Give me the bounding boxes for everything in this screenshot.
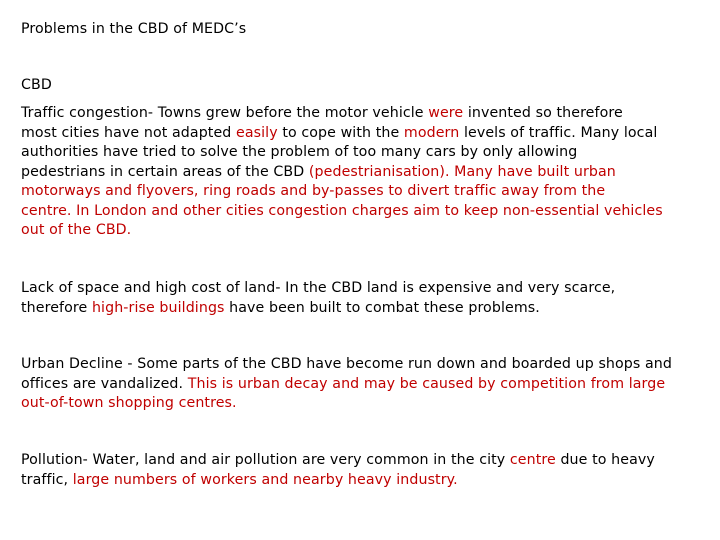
paragraph-1-line-5 [21, 182, 605, 202]
body-text: have been built to combat these problems. [224, 299, 540, 316]
highlighted-text: out of the CBD. [21, 222, 132, 238]
body-text: Urban Decline - Some parts of the CBD have become run down and boarded up shops and [21, 356, 673, 372]
body-text: traffic, [21, 471, 73, 488]
highlighted-text: motorways and flyovers, ring roads and by-passes to divert traffic away from the [21, 183, 606, 199]
paragraph-3-line-2 [21, 375, 665, 395]
body-text: due to heavy [555, 452, 655, 468]
paragraph-1-line-6 [21, 202, 663, 222]
body-text: Traffic congestion- Towns grew before the motor vehicle [21, 105, 429, 121]
highlighted-text: centre [509, 452, 556, 468]
body-text: most cities have not adapted [21, 124, 237, 141]
paragraph-4-line-2 [21, 471, 458, 491]
document-title: Problems in the CBD of MEDC’s [21, 21, 247, 37]
paragraph-2-line-2 [21, 299, 540, 319]
paragraph-1-line-7 [21, 221, 131, 241]
paragraph-1-line-4 [21, 163, 616, 183]
body-text: therefore [21, 299, 92, 316]
paragraph-3-line-3 [21, 394, 237, 414]
paragraph-1-line-3 [21, 143, 577, 163]
paragraph-2-line-1 [21, 279, 615, 299]
section-heading: CBD [21, 77, 52, 93]
paragraph-1-line-1 [21, 104, 623, 124]
highlighted-text: out-of-town shopping centres. [21, 395, 237, 411]
paragraph-4-line-1 [21, 451, 655, 471]
body-text: to cope with the [277, 124, 404, 141]
paragraph-3-line-1 [21, 355, 672, 375]
highlighted-text: easily [236, 124, 278, 141]
highlighted-text: high-rise buildings [91, 299, 225, 316]
body-text: invented so therefore [463, 105, 623, 121]
highlighted-text: modern [403, 124, 460, 141]
body-text: Lack of space and high cost of land- In the CBD land is expensive and very scarce, [21, 280, 616, 296]
body-text: pedestrians in certain areas of the CBD [21, 163, 309, 180]
body-text: Pollution- Water, land and air pollution are very common in the city [21, 452, 510, 468]
body-text: levels of traffic. Many local [459, 124, 658, 141]
paragraph-1-line-2 [21, 124, 657, 144]
body-text: authorities have tried to solve the problem of too many cars by only allowing [21, 144, 578, 160]
highlighted-text: (pedestrianisation). Many have built urban [308, 163, 616, 180]
body-text: offices are vandalized. [21, 375, 188, 392]
highlighted-text: were [428, 105, 464, 121]
highlighted-text: This is urban decay and may be caused by competition from large [187, 375, 666, 392]
highlighted-text: centre. In London and other cities congestion charges aim to keep non-essential vehicles [21, 202, 663, 219]
highlighted-text: large numbers of workers and nearby heavy industry. [72, 471, 458, 488]
